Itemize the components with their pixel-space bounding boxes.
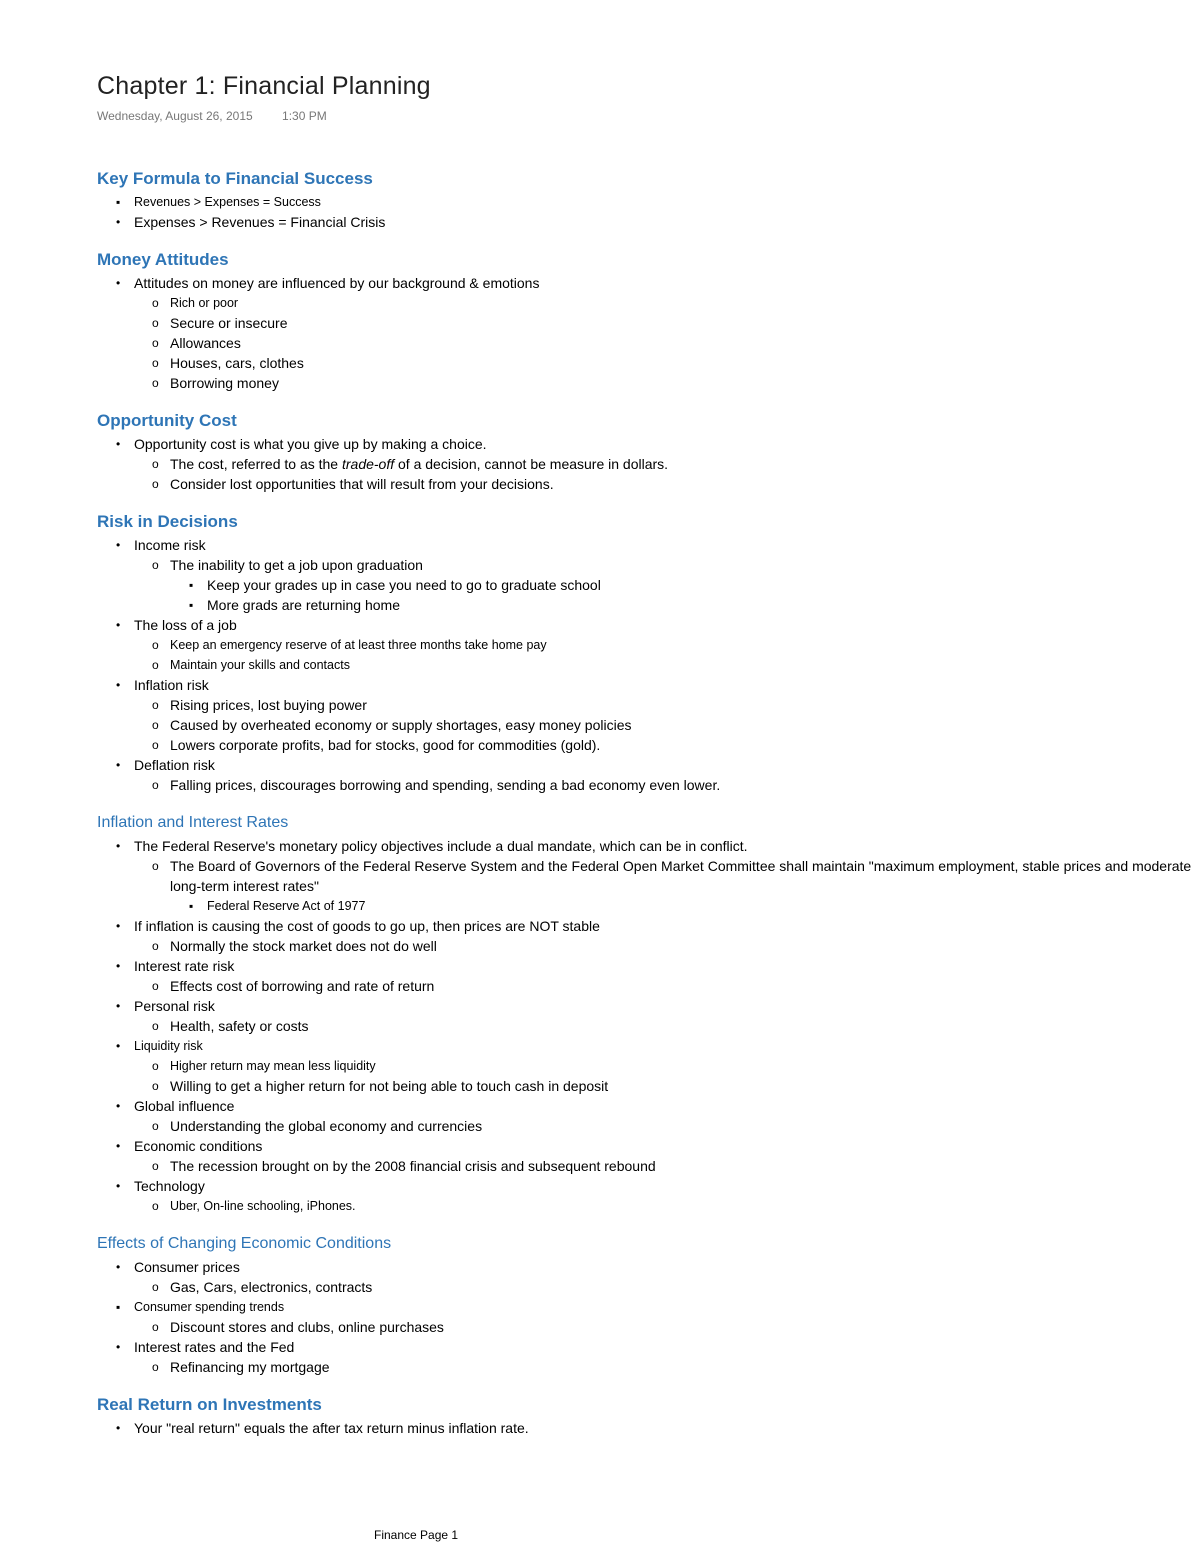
bullet-icon: •: [116, 276, 121, 290]
square-bullet-icon: ▪: [116, 195, 121, 209]
list-item: o Normally the stock market does not do well: [152, 938, 437, 954]
bullet-icon: •: [116, 215, 121, 229]
list-item: o Willing to get a higher return for not being able to touch cash in deposit: [152, 1078, 609, 1094]
page-time: 1:30 PM: [282, 109, 327, 123]
bullet-icon: •: [116, 959, 121, 973]
list-item: ▪ Keep your grades up in case you need to go to graduate school: [189, 577, 601, 593]
list-item: o Effects cost of borrowing and rate of return: [152, 978, 435, 994]
bullet-icon: •: [116, 1099, 121, 1113]
circle-bullet-icon: o: [152, 939, 159, 953]
bullet-icon: •: [116, 1260, 121, 1274]
list-item: • If inflation is causing the cost of goods to go up, then prices are NOT stable: [116, 918, 600, 934]
page-footer: Finance Page 1: [374, 1528, 459, 1542]
list-item: ▪ Revenues > Expenses = Success: [97, 192, 1197, 212]
circle-bullet-icon: o: [152, 778, 159, 792]
list-item: • Expenses > Revenues = Financial Crisis: [116, 214, 386, 230]
list-item: • Attitudes on money are influenced by our background & emotions: [116, 275, 540, 291]
list-item: o Lowers corporate profits, bad for stocks, good for commodities (gold).: [152, 737, 601, 753]
section-heading: Inflation and Interest Rates: [97, 814, 289, 831]
section-heading: Key Formula to Financial Success: [97, 169, 373, 188]
list-item: o Secure or insecure: [152, 315, 288, 331]
section-key-formula: [97, 166, 1197, 232]
bullet-icon: •: [116, 618, 121, 632]
bullet-icon: •: [116, 678, 121, 692]
circle-bullet-icon: o: [152, 1059, 159, 1073]
list-item: o Higher return may mean less liquidity: [97, 1056, 1197, 1076]
section-heading: Opportunity Cost: [97, 411, 237, 430]
list-item: ▪ Consumer spending trends: [97, 1297, 1197, 1317]
list-item: ▪ More grads are returning home: [189, 597, 400, 613]
list-item: • Interest rates and the Fed: [116, 1339, 295, 1355]
bullet-icon: •: [116, 437, 121, 451]
square-bullet-icon: ▪: [189, 899, 194, 913]
list-item: o Falling prices, discourages borrowing and spending, sending a bad economy even lower.: [152, 777, 721, 793]
bullet-icon: •: [116, 1139, 121, 1153]
square-bullet-icon: ▪: [189, 598, 194, 612]
list-item: o The recession brought on by the 2008 financial crisis and subsequent rebound: [152, 1158, 656, 1174]
section-effects: [97, 1231, 1197, 1377]
list-item: o Uber, On-line schooling, iPhones.: [97, 1196, 1197, 1216]
page-meta: [97, 109, 327, 123]
list-item: ▪ Federal Reserve Act of 1977: [97, 896, 1197, 916]
circle-bullet-icon: o: [152, 979, 159, 993]
section-heading: Real Return on Investments: [97, 1395, 322, 1414]
circle-bullet-icon: o: [152, 316, 159, 330]
bullet-icon: •: [116, 999, 121, 1013]
bullet-icon: •: [116, 1039, 121, 1053]
note-content: [97, 166, 1197, 1438]
list-item: o The Board of Governors of the Federal Reserve System and the Federal Open Market Committee shall maintain "maximum employment, stable prices and moderate long-term interest rates": [152, 858, 1192, 894]
list-item: • The loss of a job: [116, 617, 237, 633]
circle-bullet-icon: o: [152, 718, 159, 732]
list-item: • Interest rate risk: [116, 958, 235, 974]
list-item: o The inability to get a job upon graduation: [152, 557, 423, 573]
square-bullet-icon: ▪: [189, 578, 194, 592]
list-item: o Maintain your skills and contacts: [97, 655, 1197, 675]
section-risk: [97, 509, 1197, 795]
section-real-return: [97, 1392, 1197, 1438]
section-heading: Effects of Changing Economic Conditions: [97, 1235, 392, 1252]
list-item: o Borrowing money: [152, 375, 279, 391]
circle-bullet-icon: o: [152, 336, 159, 350]
section-inflation-rates: [97, 810, 1197, 1216]
circle-bullet-icon: o: [152, 698, 159, 712]
circle-bullet-icon: o: [152, 1360, 159, 1374]
list-item: o Rising prices, lost buying power: [152, 697, 367, 713]
circle-bullet-icon: o: [152, 1079, 159, 1093]
bullet-icon: •: [116, 1340, 121, 1354]
circle-bullet-icon: o: [152, 859, 159, 873]
list-item: o Houses, cars, clothes: [152, 355, 304, 371]
list-item: o The cost, referred to as the trade-off of a decision, cannot be measure in dollars.: [152, 456, 669, 472]
circle-bullet-icon: o: [152, 1019, 159, 1033]
list-item: o Caused by overheated economy or supply shortages, easy money policies: [152, 717, 632, 733]
list-item: • Global influence: [116, 1098, 235, 1114]
list-item: o Keep an emergency reserve of at least three months take home pay: [97, 635, 1197, 655]
page-title: Chapter 1: Financial Planning: [97, 72, 431, 100]
list-item: • Opportunity cost is what you give up by making a choice.: [116, 436, 487, 452]
list-item: o Discount stores and clubs, online purchases: [152, 1319, 444, 1335]
bullet-icon: •: [116, 538, 121, 552]
list-item: o Understanding the global economy and currencies: [152, 1118, 483, 1134]
section-opportunity-cost: [97, 408, 1197, 494]
circle-bullet-icon: o: [152, 376, 159, 390]
list-item: • Technology: [116, 1178, 205, 1194]
circle-bullet-icon: o: [152, 658, 159, 672]
section-heading: Risk in Decisions: [97, 512, 238, 531]
bullet-icon: •: [116, 1179, 121, 1193]
list-item: • Your "real return" equals the after tax return minus inflation rate.: [116, 1420, 529, 1436]
list-item: • Income risk: [116, 537, 206, 553]
circle-bullet-icon: o: [152, 558, 159, 572]
list-item: • Personal risk: [116, 998, 215, 1014]
circle-bullet-icon: o: [152, 638, 159, 652]
list-item: • Consumer prices: [116, 1259, 240, 1275]
circle-bullet-icon: o: [152, 1119, 159, 1133]
list-item: o Gas, Cars, electronics, contracts: [152, 1279, 373, 1295]
circle-bullet-icon: o: [152, 356, 159, 370]
bullet-icon: •: [116, 758, 121, 772]
list-item: • Liquidity risk: [97, 1036, 1197, 1056]
section-heading: Money Attitudes: [97, 250, 229, 269]
circle-bullet-icon: o: [152, 1320, 159, 1334]
list-item: o Consider lost opportunities that will result from your decisions.: [152, 476, 554, 492]
circle-bullet-icon: o: [152, 296, 159, 310]
list-item: • The Federal Reserve's monetary policy objectives include a dual mandate, which can be in conflict.: [116, 838, 748, 854]
bullet-icon: •: [116, 1421, 121, 1435]
bullet-icon: •: [116, 839, 121, 853]
square-bullet-icon: ▪: [116, 1300, 121, 1314]
list-item: • Economic conditions: [116, 1138, 263, 1154]
list-item: o Health, safety or costs: [152, 1018, 309, 1034]
circle-bullet-icon: o: [152, 1199, 159, 1213]
list-item: o Refinancing my mortgage: [152, 1359, 330, 1375]
circle-bullet-icon: o: [152, 477, 159, 491]
circle-bullet-icon: o: [152, 457, 159, 471]
circle-bullet-icon: o: [152, 1280, 159, 1294]
page-date: Wednesday, August 26, 2015: [97, 109, 253, 123]
list-item: o Rich or poor: [97, 293, 1197, 313]
list-item: • Inflation risk: [116, 677, 209, 693]
list-item: • Deflation risk: [116, 757, 215, 773]
circle-bullet-icon: o: [152, 1159, 159, 1173]
circle-bullet-icon: o: [152, 738, 159, 752]
list-item: o Allowances: [152, 335, 241, 351]
bullet-icon: •: [116, 919, 121, 933]
section-money-attitudes: [97, 247, 1197, 393]
